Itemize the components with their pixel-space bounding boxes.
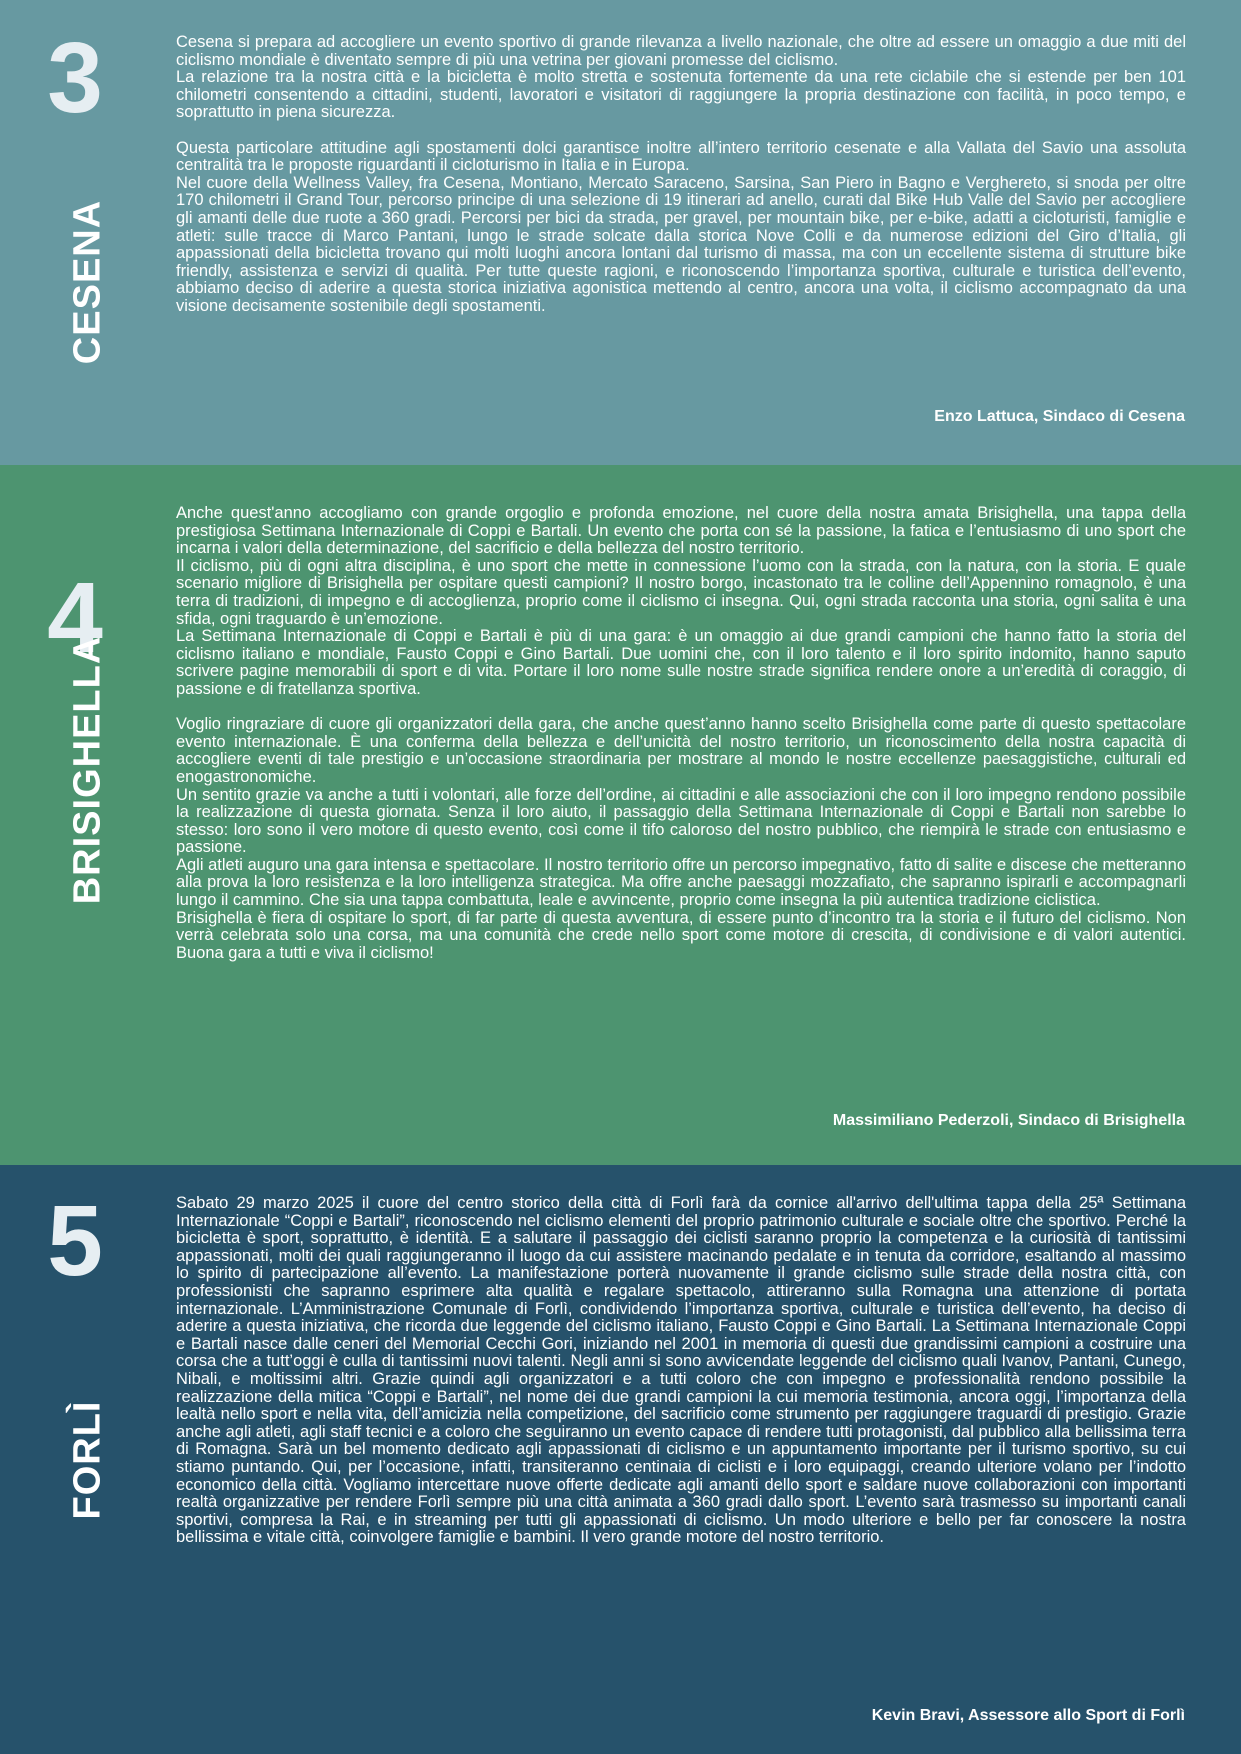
section-number: 5 (47, 1185, 103, 1297)
paragraph: Brisighella è fiera di ospitare lo sport, di far parte di questa avventura, di essere punto d’incontro tra la storia e il futuro del ciclismo. Non verrà celebrata solo una corsa, ma una comunità che crede nello sport come motore di crescita, di condivisione e di valori autentici. Buona gara a tutti e viva il ciclismo! (176, 908, 1186, 962)
section-cesena (0, 0, 1241, 465)
section-brisighella (0, 465, 1241, 1165)
paragraph: La relazione tra la nostra città e la bicicletta è molto stretta e sostenuta fortemente da una rete ciclabile che si estende per ben 101 chilometri consentendo a cittadini, studenti, lavoratori e visitatori di raggiungere la propria destinazione con facilità, in poco tempo, e soprattutto in piena sicurezza. (176, 68, 1186, 122)
paragraph: La Settimana Internazionale di Coppi e Bartali è più di una gara: è un omaggio ai due grandi campioni che hanno fatto la storia del ciclismo italiano e mondiale, Fausto Coppi e Gino Bartali. Due uomini che, con il loro talento e il loro spirito indomito, hanno saputo scrivere pagine memorabili di sport e di vita. Portare il loro nome sulle nostre strade significa rendere onore a un’eredità di coraggio, di passione e di fratellanza sportiva. (176, 627, 1186, 698)
section-forli (0, 1165, 1241, 1754)
paragraph: Sabato 29 marzo 2025 il cuore del centro storico della città di Forlì farà da cornice all'arrivo dell'ultima tappa della 25ª Settimana Internazionale “Coppi e Bartali”, riconoscendo nel ciclismo elementi del proprio patrimonio culturale e sociale oltre che sportivo. Perché la bicicletta è sport, soprattutto, è identità. E a salutare il passaggio dei ciclisti saranno proprio la competenza e la curiosità di tantissimi appassionati, molti dei quali raggiungeranno il luogo da cui assistere macinando pedalate e in tenuta da corridore, esaltando al massimo lo spirito di partecipazione all’evento. La manifestazione porterà nuovamente il grande ciclismo sulle strade della nostra città, con professionisti che sapranno esprimere alta qualità e regalare spettacolo, attireranno sulla Romagna una attenzione di portata internazionale. L’Amministrazione Comunale di Forlì, condividendo l’importanza sportiva, culturale e turistica dell’evento, ha deciso di aderire a questa iniziativa, che ricorda due leggende del ciclismo italiano, Fausto Coppi e Gino Bartali. La Settimana Internazionale Coppi e Bartali nasce dalle ceneri del Memorial Cecchi Gori, iniziando nel 2001 in memoria di questi due grandissimi campioni a costruire una corsa che a tutt’oggi è culla di tantissimi nuovi talenti. Negli anni si sono avvicendate leggende del ciclismo quali Ivanov, Pantani, Cunego, Nibali, e moltissimi altri. Grazie quindi agli organizzatori e a tutti coloro che con impegno e professionalità rendono possibile la realizzazione della mitica “Coppi e Bartali”, nel nome dei due grandi campioni la cui memoria testimonia, ancora oggi, l’importanza della lealtà nello sport e nella vita, dell’amicizia nella competizione, del sacrificio come strumento per raggiungere traguardi di prestigio. Grazie anche agli atleti, agli staff tecnici e a coloro che seguiranno un evento capace di rendere tutti protagonisti, dal pubblico alla bellissima terra di Romagna. Sarà un bel momento dedicato agli appassionati di ciclismo e un appuntamento importante per il turismo sportivo, su cui stiamo puntando. Qui, per l’occasione, infatti, transiteranno centinaia di ciclisti e i loro equipaggi, creando ulteriore volano per l’indotto economico della città. Vogliamo intercettare nuove offerte dedicate agli amanti dello sport e saldare nuove collaborazioni con importanti realtà organizzative per rendere Forlì sempre più una città animata a 360 gradi dallo sport. L’evento sarà trasmesso su importanti canali sportivi, compresa la Rai, e in streaming per tutti gli appassionati di ciclismo. Un modo ulteriore e bello per far conoscere la nostra bellissima e vitale città, coinvolgere famiglie e bambini. Il vero grande motore del nostro territorio. (176, 1194, 1186, 1547)
paragraph: Cesena si prepara ad accogliere un evento sportivo di grande rilevanza a livello nazionale, che oltre ad essere un omaggio a due miti del ciclismo mondiale è diventato sempre di più una vetrina per giovani promesse del ciclismo. (176, 33, 1186, 69)
section-body (176, 34, 1186, 316)
section-body (176, 1195, 1186, 1547)
paragraph: Il ciclismo, più di ogni altra disciplina, è uno sport che mette in connessione l’uomo con la strada, con la natura, con la storia. E quale scenario migliore di Brisighella per ospitare questi campioni? Il nostro borgo, incastonato tra le colline dell’Appennino romagnolo, è una terra di tradizioni, di impegno e di accoglienza, proprio come il ciclismo ci insegna. Qui, ogni strada racconta una storia, ogni salita è una sfida, ogni traguardo è un’emozione. (176, 556, 1186, 628)
section-title: FORLÌ (66, 1400, 109, 1520)
signature: Kevin Bravi, Assessore allo Sport di Forlì (871, 1707, 1185, 1724)
section-number: 3 (47, 22, 103, 134)
section-body (176, 505, 1186, 962)
section-number: 4 (47, 562, 103, 674)
paragraph: Anche quest'anno accogliamo con grande orgoglio e profonda emozione, nel cuore della nostra amata Brisighella, una tappa della prestigiosa Settimana Internazionale di Coppi e Bartali. Un evento che porta con sé la passione, la fatica e l’entusiasmo di uno sport che incarna i valori della determinazione, del sacrificio e della bellezza del nostro territorio. (176, 504, 1186, 558)
section-title: CESENA (66, 199, 109, 365)
paragraph: Voglio ringraziare di cuore gli organizzatori della gara, che anche quest’anno hanno scelto Brisighella come parte di questo spettacolare evento internazionale. È una conferma della bellezza e dell’unicità del nostro territorio, un riconoscimento della nostra capacità di accogliere eventi di tale prestigio e un’occasione straordinaria per mostrare al mondo le nostre eccellenze paesaggistiche, culturali ed enogastronomiche. (176, 715, 1186, 786)
signature: Massimiliano Pederzoli, Sindaco di Brisighella (832, 1112, 1185, 1129)
signature: Enzo Lattuca, Sindaco di Cesena (934, 408, 1185, 425)
paragraph: Questa particolare attitudine agli spostamenti dolci garantisce inoltre all’intero territorio cesenate e alla Vallata del Savio una assoluta centralità tra le proposte riguardanti il cicloturismo in Italia e in Europa. (176, 138, 1186, 175)
paragraph: Agli atleti auguro una gara intensa e spettacolare. Il nostro territorio offre un percorso impegnativo, fatto di salite e discese che metteranno alla prova la loro resistenza e la loro intelligenza strategica. Ma offre anche paesaggi mozzafiato, che sapranno ispirarli e accompagnarli lungo il cammino. Che sia una tappa combattuta, leale e avvincente, proprio come insegna la più autentica tradizione ciclistica. (176, 855, 1186, 910)
paragraph: Un sentito grazie va anche a tutti i volontari, alle forze dell’ordine, ai cittadini e alle associazioni che con il loro impegno rendono possibile la realizzazione di questa giornata. Senza il loro aiuto, il passaggio della Settimana Internazionale di Coppi e Bartali non sarebbe lo stesso: loro sono il vero motore di questo evento, così come il tifo caloroso del nostro pubblico, che riempirà le strade con entusiasmo e passione. (176, 785, 1186, 857)
section-title: BRISIGHELLA (66, 635, 109, 905)
paragraph: Nel cuore della Wellness Valley, fra Cesena, Montiano, Mercato Saraceno, Sarsina, San Piero in Bagno e Verghereto, si snoda per oltre 170 chilometri il Grand Tour, percorso principe di una selezione di 19 itinerari ad anello, curati dal Bike Hub Valle del Savio per accogliere gli amanti delle due ruote a 360 gradi. Percorsi per bici da strada, per gravel, per mountain bike, per e-bike, adatti a cicloturisti, famiglie e atleti: sulle tracce di Marco Pantani, lungo le strade solcate dalla storica Nove Colli e da numerose edizioni del Giro d’Italia, gli appassionati della bicicletta trovano qui molti luoghi ancora lontani dal turismo di massa, ma con un eccellente sistema di strutture bike friendly, assistenza e servizi di qualità. Per tutte queste ragioni, e riconoscendo l’importanza sportiva, culturale e turistica dell’evento, abbiamo deciso di aderire a questa storica iniziativa agonistica mettendo al centro, ancora una volta, il ciclismo accompagnato da una visione decisamente sostenibile degli spostamenti. (176, 173, 1186, 315)
